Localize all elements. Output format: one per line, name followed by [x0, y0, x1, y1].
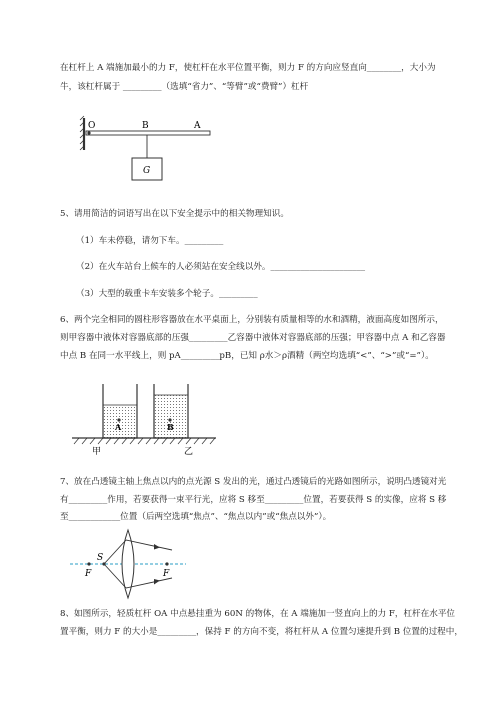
lens-figure	[70, 528, 190, 600]
label-F-left: F	[85, 569, 92, 579]
q6-line-2: 则甲容器中液体对容器底部的压强_________乙容器中液体对容器底部的压强；甲容器中点 A 和乙容器	[60, 333, 446, 343]
label-A: A	[194, 121, 201, 131]
q4-line-2: 牛，该杠杆属于 _________（选填“省力”、“等臂”或“费臂”）杠杆	[60, 82, 309, 92]
q5-item-3: （3）大型的载重卡车安装多个轮子。_________	[76, 289, 258, 299]
label-jia: 甲	[92, 447, 102, 457]
q4-line-1: 在杠杆上 A 端施加最小的力 F，使杠杆在水平位置平衡，则力 F 的方向应竖直向________，大小为	[60, 63, 436, 73]
q6-line-3: 中点 B 在同一水平线上，则 pA_________pB，已知 ρ水＞ρ酒精（两空均选填“<”、“>”或“=”）。	[60, 351, 434, 361]
label-O: O	[88, 121, 96, 131]
label-G: G	[143, 166, 151, 176]
containers-figure	[70, 376, 220, 458]
q7-line-1: 7、放在凸透镜主轴上焦点以内的点光源 S 发出的光，通过凸透镜后的光路如图所示，说明凸透镜对光	[60, 477, 447, 487]
q8-line-1: 8、如图所示，轻质杠杆 OA 中点悬挂重为 60N 的物体，在 A 端施加一竖直向上的力 F，杠杆在水平位	[60, 609, 456, 619]
q5-item-2: （2）在火车站台上候车的人必须站在安全线以外。______________________	[76, 262, 366, 272]
q6-line-1: 6、两个完全相同的圆柱形容器放在水平桌面上，分别装有质量相等的水和酒精，液面高度如图所示，	[60, 315, 444, 325]
label-B: B	[142, 121, 149, 131]
label-A-point: A	[115, 422, 122, 432]
label-yi: 乙	[184, 447, 194, 457]
q5-stem: 5、请用简洁的词语写出在以下安全提示中的相关物理知识。	[60, 209, 289, 219]
label-F-right: F	[163, 569, 170, 579]
label-B-point: B	[167, 422, 174, 432]
q7-line-3: 至____________位置（后两空选填“焦点”、“焦点以内”或“焦点以外”）。	[60, 512, 332, 522]
q8-line-2: 置平衡，则力 F 的大小是_________，保持 F 的方向不变，将杠杆从 A 位置匀速提升到 B 位置的过程中，	[60, 627, 463, 637]
lever-figure	[70, 112, 220, 192]
q7-line-2: 有_________作用，若要获得一束平行光，应将 S 移至_________位置，若要获得 S 的实像，应将 S 移	[60, 495, 447, 505]
label-S: S	[97, 553, 104, 563]
q5-item-1: （1）车未停稳，请勿下车。_________	[76, 236, 224, 246]
